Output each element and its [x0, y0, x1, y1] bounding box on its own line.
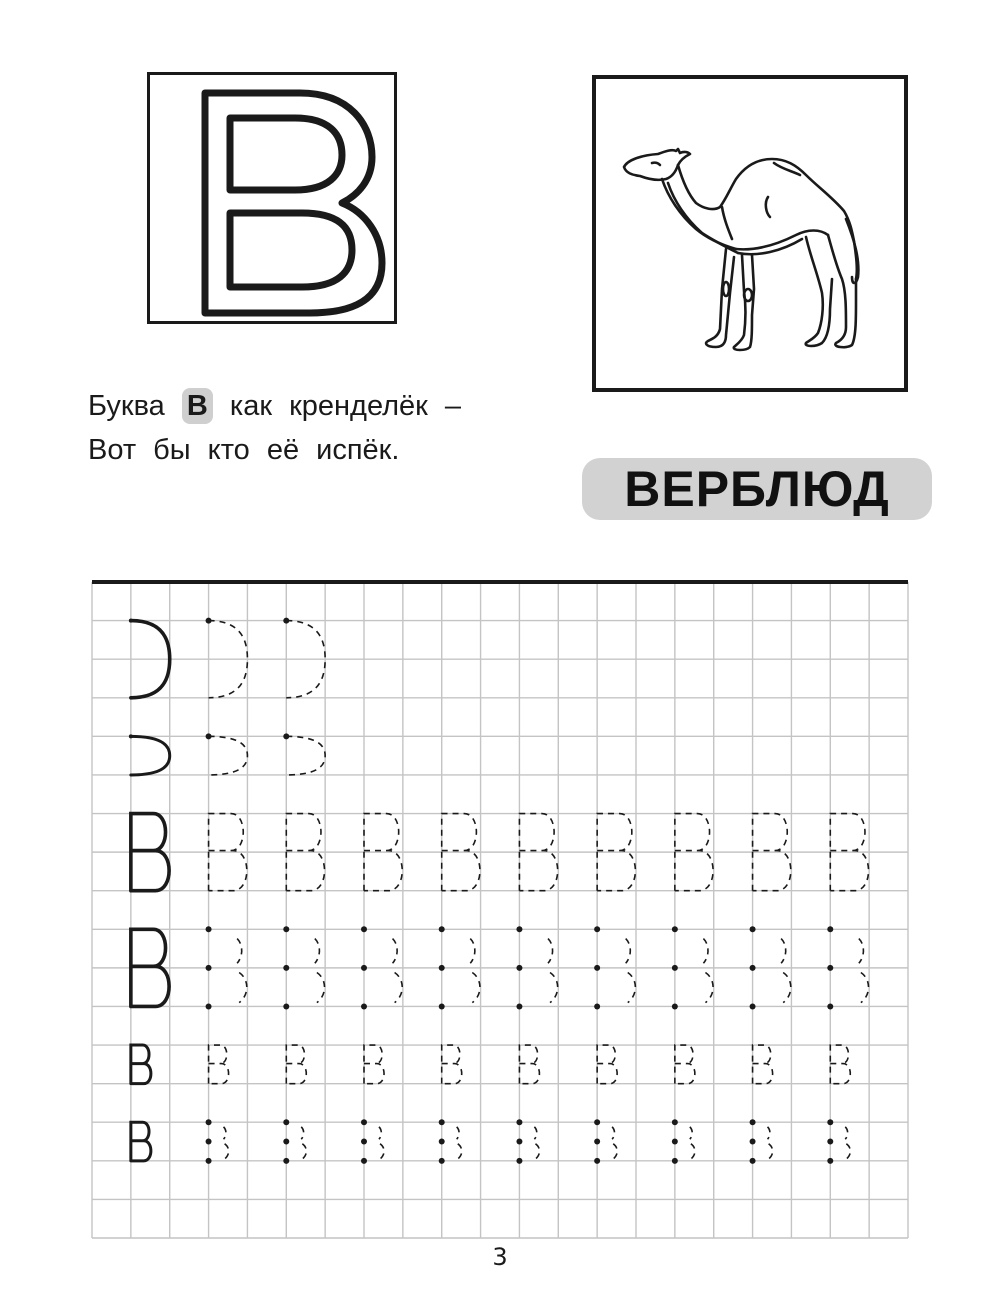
guide-dot: [672, 926, 678, 932]
start-dot: [283, 618, 289, 624]
trace-small-letter-dotted: [457, 1127, 462, 1159]
trace-big-letter-dotted: [548, 939, 558, 1003]
guide-dot: [827, 1158, 833, 1164]
trace-big-letter-dotted: [703, 939, 713, 1003]
trace-big-letter-dotted: [393, 939, 403, 1003]
trace-small-letter-dashed: [830, 1045, 850, 1084]
trace-big-letter-dotted: [781, 939, 791, 1003]
guide-dot: [594, 1003, 600, 1009]
trace-big-letter-dotted: [237, 939, 247, 1003]
guide-dot: [594, 1158, 600, 1164]
trace-small-letter-dotted: [768, 1127, 773, 1159]
guide-dot: [206, 1139, 212, 1145]
guide-dot: [439, 965, 445, 971]
trace-small-letter-dashed: [209, 1045, 229, 1084]
guide-dot: [439, 1139, 445, 1145]
guide-dot: [827, 1119, 833, 1125]
start-dot: [129, 734, 133, 738]
guide-dot: [672, 1139, 678, 1145]
guide-dot: [672, 1003, 678, 1009]
trace-small-letter-dashed: [364, 1045, 384, 1084]
guide-dot: [206, 1119, 212, 1125]
trace-small-letter-dashed: [519, 1045, 539, 1084]
guide-dot: [361, 1119, 367, 1125]
start-dot: [206, 618, 212, 624]
guide-dot: [516, 1119, 522, 1125]
guide-dot: [361, 1139, 367, 1145]
start-dot: [129, 619, 133, 623]
trace-big-letter-dotted: [315, 939, 325, 1003]
guide-dot: [206, 926, 212, 932]
guide-dot: [750, 926, 756, 932]
sample-big-letter-dotted: [131, 929, 169, 1006]
guide-dot: [516, 1003, 522, 1009]
guide-dot: [439, 1003, 445, 1009]
guide-dot: [750, 1119, 756, 1125]
guide-dot: [516, 1139, 522, 1145]
guide-dot: [594, 926, 600, 932]
rhyme-line-1-rest: как кренделёк –: [229, 390, 462, 422]
highlighted-letter: В: [182, 388, 213, 424]
start-dot: [283, 733, 289, 739]
guide-dot: [750, 1003, 756, 1009]
guide-dot: [283, 1158, 289, 1164]
trace-small-letter-dashed: [753, 1045, 773, 1084]
guide-dot: [516, 965, 522, 971]
guide-dot: [594, 1119, 600, 1125]
guide-dot: [361, 1158, 367, 1164]
guide-dot: [361, 926, 367, 932]
guide-dot: [439, 1158, 445, 1164]
trace-small-letter-dotted: [224, 1127, 229, 1159]
guide-dot: [672, 1119, 678, 1125]
guide-dot: [283, 1139, 289, 1145]
guide-dot: [439, 926, 445, 932]
guide-dot: [361, 965, 367, 971]
guide-dot: [283, 926, 289, 932]
guide-dot: [750, 1158, 756, 1164]
guide-dot: [672, 1158, 678, 1164]
sample-big-letter-dashed: [131, 814, 169, 891]
guide-dot: [361, 1003, 367, 1009]
trace-small-letter-dotted: [612, 1127, 617, 1159]
sample-small-letter-dashed: [131, 1045, 151, 1084]
guide-dot: [750, 965, 756, 971]
trace-small-letter-dotted: [534, 1127, 539, 1159]
guide-dot: [594, 1139, 600, 1145]
guide-dot: [283, 1003, 289, 1009]
guide-dot: [672, 965, 678, 971]
guide-dot: [750, 1139, 756, 1145]
guide-dot: [827, 1139, 833, 1145]
guide-dot: [516, 926, 522, 932]
rhyme-word-bukva: Буква: [88, 390, 165, 422]
start-dot: [206, 733, 212, 739]
trace-small-letter-dashed: [286, 1045, 306, 1084]
guide-dot: [827, 926, 833, 932]
trace-small-letter-dashed: [442, 1045, 462, 1084]
trace-small-letter-dotted: [301, 1127, 306, 1159]
guide-dot: [827, 965, 833, 971]
trace-small-letter-dashed: [597, 1045, 617, 1084]
trace-small-letter-dotted: [690, 1127, 695, 1159]
guide-dot: [594, 965, 600, 971]
guide-dot: [206, 1003, 212, 1009]
trace-big-letter-dotted: [470, 939, 480, 1003]
guide-dot: [283, 965, 289, 971]
trace-small-letter-dotted: [845, 1127, 850, 1159]
trace-big-letter-dotted: [859, 939, 869, 1003]
trace-small-letter-dashed: [675, 1045, 695, 1084]
guide-dot: [439, 1119, 445, 1125]
guide-dot: [206, 1158, 212, 1164]
guide-dot: [283, 1119, 289, 1125]
trace-big-letter-dotted: [626, 939, 636, 1003]
word-label: ВЕРБЛЮД: [582, 458, 932, 520]
trace-small-letter-dotted: [379, 1127, 384, 1159]
sample-small-arc: [131, 736, 170, 775]
trace-small-arc: [286, 736, 325, 775]
trace-small-arc: [209, 736, 248, 775]
guide-dot: [827, 1003, 833, 1009]
rhyme-line-2: Вот бы кто её испёк.: [88, 434, 400, 466]
guide-dot: [516, 1158, 522, 1164]
page-number: 3: [492, 1243, 508, 1271]
guide-dot: [206, 965, 212, 971]
sample-small-letter-dotted: [131, 1122, 151, 1161]
